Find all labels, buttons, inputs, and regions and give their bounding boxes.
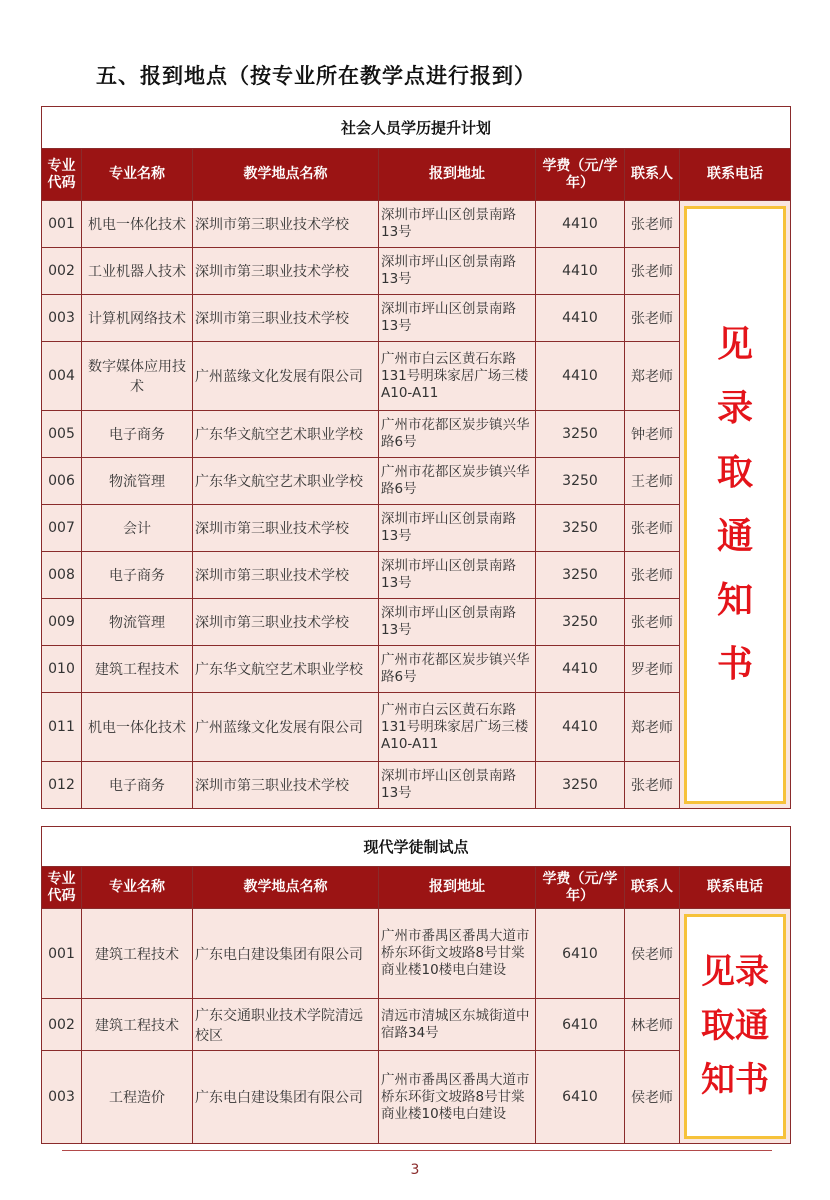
cell-site: 深圳市第三职业技术学校 bbox=[193, 762, 379, 809]
table-row bbox=[42, 295, 791, 342]
header-phone: 联系电话 bbox=[680, 149, 791, 201]
header-code: 专业代码 bbox=[42, 867, 82, 909]
admission-notice-box bbox=[684, 914, 786, 1139]
cell-site: 广州蓝缘文化发展有限公司 bbox=[193, 693, 379, 762]
cell-address: 广州市番禺区番禺大道市桥东环街文坡路8号甘棠商业楼10楼电白建设 bbox=[379, 1051, 536, 1144]
social-education-table bbox=[41, 106, 791, 809]
cell-address: 广州市番禺区番禺大道市桥东环街文坡路8号甘棠商业楼10楼电白建设 bbox=[379, 909, 536, 999]
admission-notice-text: 见录取通知书 bbox=[701, 952, 770, 1100]
cell-contact: 王老师 bbox=[625, 458, 680, 505]
cell-code: 004 bbox=[42, 342, 82, 411]
cell-site: 广东华文航空艺术职业学校 bbox=[193, 646, 379, 693]
cell-major: 机电一体化技术 bbox=[82, 201, 193, 248]
cell-major: 工业机器人技术 bbox=[82, 248, 193, 295]
header-fee: 学费（元/学年） bbox=[536, 867, 625, 909]
header-contact: 联系人 bbox=[625, 149, 680, 201]
table-row bbox=[42, 342, 791, 411]
cell-address: 广州市花都区炭步镇兴华路6号 bbox=[379, 411, 536, 458]
cell-fee: 3250 bbox=[536, 505, 625, 552]
cell-site: 深圳市第三职业技术学校 bbox=[193, 248, 379, 295]
cell-contact: 林老师 bbox=[625, 999, 680, 1051]
cell-code: 003 bbox=[42, 1051, 82, 1144]
admission-notice-text: 见录取通知书 bbox=[717, 323, 754, 685]
header-phone: 联系电话 bbox=[680, 867, 791, 909]
cell-major: 电子商务 bbox=[82, 762, 193, 809]
header-address: 报到地址 bbox=[379, 149, 536, 201]
cell-code: 007 bbox=[42, 505, 82, 552]
cell-site: 广州蓝缘文化发展有限公司 bbox=[193, 342, 379, 411]
cell-fee: 6410 bbox=[536, 909, 625, 999]
footer-divider bbox=[62, 1150, 772, 1151]
cell-code: 012 bbox=[42, 762, 82, 809]
cell-major: 数字媒体应用技术 bbox=[82, 342, 193, 411]
table-row bbox=[42, 762, 791, 809]
cell-fee: 4410 bbox=[536, 342, 625, 411]
table-row bbox=[42, 1051, 791, 1144]
table-row bbox=[42, 411, 791, 458]
cell-fee: 4410 bbox=[536, 201, 625, 248]
cell-contact: 郑老师 bbox=[625, 342, 680, 411]
header-major: 专业名称 bbox=[82, 149, 193, 201]
cell-address: 深圳市坪山区创景南路13号 bbox=[379, 552, 536, 599]
cell-major: 建筑工程技术 bbox=[82, 646, 193, 693]
cell-code: 005 bbox=[42, 411, 82, 458]
cell-fee: 3250 bbox=[536, 458, 625, 505]
cell-fee: 4410 bbox=[536, 646, 625, 693]
cell-phone bbox=[680, 201, 791, 809]
cell-contact: 张老师 bbox=[625, 552, 680, 599]
table-row bbox=[42, 458, 791, 505]
table-row bbox=[42, 599, 791, 646]
header-site: 教学地点名称 bbox=[193, 149, 379, 201]
apprenticeship-table bbox=[41, 826, 791, 1144]
section-heading: 五、报到地点（按专业所在教学点进行报到） bbox=[96, 64, 536, 88]
table-caption: 现代学徒制试点 bbox=[42, 827, 791, 867]
cell-site: 深圳市第三职业技术学校 bbox=[193, 201, 379, 248]
cell-fee: 6410 bbox=[536, 999, 625, 1051]
cell-major: 建筑工程技术 bbox=[82, 909, 193, 999]
table-row bbox=[42, 999, 791, 1051]
cell-address: 广州市白云区黄石东路131号明珠家居广场三楼A10-A11 bbox=[379, 342, 536, 411]
cell-fee: 4410 bbox=[536, 295, 625, 342]
cell-address: 深圳市坪山区创景南路13号 bbox=[379, 505, 536, 552]
cell-site: 广东华文航空艺术职业学校 bbox=[193, 458, 379, 505]
cell-contact: 张老师 bbox=[625, 762, 680, 809]
cell-site: 广东电白建设集团有限公司 bbox=[193, 1051, 379, 1144]
header-contact: 联系人 bbox=[625, 867, 680, 909]
header-major: 专业名称 bbox=[82, 867, 193, 909]
cell-fee: 6410 bbox=[536, 1051, 625, 1144]
cell-major: 物流管理 bbox=[82, 458, 193, 505]
cell-site: 深圳市第三职业技术学校 bbox=[193, 295, 379, 342]
cell-address: 深圳市坪山区创景南路13号 bbox=[379, 762, 536, 809]
cell-code: 002 bbox=[42, 999, 82, 1051]
cell-code: 008 bbox=[42, 552, 82, 599]
cell-fee: 3250 bbox=[536, 599, 625, 646]
cell-code: 002 bbox=[42, 248, 82, 295]
header-code: 专业代码 bbox=[42, 149, 82, 201]
cell-site: 广东华文航空艺术职业学校 bbox=[193, 411, 379, 458]
cell-site: 广东电白建设集团有限公司 bbox=[193, 909, 379, 999]
cell-code: 006 bbox=[42, 458, 82, 505]
cell-address: 深圳市坪山区创景南路13号 bbox=[379, 248, 536, 295]
admission-notice-box bbox=[684, 206, 786, 804]
cell-fee: 4410 bbox=[536, 693, 625, 762]
cell-site: 深圳市第三职业技术学校 bbox=[193, 599, 379, 646]
cell-site: 广东交通职业技术学院清远校区 bbox=[193, 999, 379, 1051]
cell-contact: 罗老师 bbox=[625, 646, 680, 693]
cell-fee: 3250 bbox=[536, 552, 625, 599]
table-header-row bbox=[42, 867, 791, 909]
header-address: 报到地址 bbox=[379, 867, 536, 909]
cell-fee: 3250 bbox=[536, 411, 625, 458]
cell-contact: 张老师 bbox=[625, 599, 680, 646]
cell-address: 广州市白云区黄石东路131号明珠家居广场三楼A10-A11 bbox=[379, 693, 536, 762]
page-number: 3 bbox=[410, 1162, 420, 1178]
cell-address: 广州市花都区炭步镇兴华路6号 bbox=[379, 646, 536, 693]
cell-major: 机电一体化技术 bbox=[82, 693, 193, 762]
table-header-row bbox=[42, 149, 791, 201]
cell-address: 广州市花都区炭步镇兴华路6号 bbox=[379, 458, 536, 505]
cell-contact: 郑老师 bbox=[625, 693, 680, 762]
cell-major: 计算机网络技术 bbox=[82, 295, 193, 342]
header-fee: 学费（元/学年） bbox=[536, 149, 625, 201]
cell-fee: 4410 bbox=[536, 248, 625, 295]
table-row bbox=[42, 248, 791, 295]
cell-contact: 张老师 bbox=[625, 248, 680, 295]
table-caption: 社会人员学历提升计划 bbox=[42, 107, 791, 149]
cell-address: 清远市清城区东城街道中宿路34号 bbox=[379, 999, 536, 1051]
cell-major: 工程造价 bbox=[82, 1051, 193, 1144]
cell-major: 会计 bbox=[82, 505, 193, 552]
cell-code: 003 bbox=[42, 295, 82, 342]
cell-site: 深圳市第三职业技术学校 bbox=[193, 505, 379, 552]
cell-contact: 侯老师 bbox=[625, 909, 680, 999]
cell-code: 011 bbox=[42, 693, 82, 762]
cell-major: 电子商务 bbox=[82, 411, 193, 458]
cell-major: 建筑工程技术 bbox=[82, 999, 193, 1051]
cell-contact: 张老师 bbox=[625, 505, 680, 552]
cell-code: 010 bbox=[42, 646, 82, 693]
table-row bbox=[42, 909, 791, 999]
cell-major: 电子商务 bbox=[82, 552, 193, 599]
cell-address: 深圳市坪山区创景南路13号 bbox=[379, 295, 536, 342]
cell-address: 深圳市坪山区创景南路13号 bbox=[379, 599, 536, 646]
cell-contact: 侯老师 bbox=[625, 1051, 680, 1144]
table-row bbox=[42, 505, 791, 552]
cell-contact: 张老师 bbox=[625, 295, 680, 342]
header-site: 教学地点名称 bbox=[193, 867, 379, 909]
cell-fee: 3250 bbox=[536, 762, 625, 809]
cell-major: 物流管理 bbox=[82, 599, 193, 646]
cell-contact: 张老师 bbox=[625, 201, 680, 248]
cell-code: 001 bbox=[42, 201, 82, 248]
cell-phone bbox=[680, 909, 791, 1144]
cell-code: 009 bbox=[42, 599, 82, 646]
cell-address: 深圳市坪山区创景南路13号 bbox=[379, 201, 536, 248]
table-row bbox=[42, 693, 791, 762]
table-row bbox=[42, 552, 791, 599]
cell-code: 001 bbox=[42, 909, 82, 999]
table-row bbox=[42, 201, 791, 248]
table-row bbox=[42, 646, 791, 693]
cell-contact: 钟老师 bbox=[625, 411, 680, 458]
cell-site: 深圳市第三职业技术学校 bbox=[193, 552, 379, 599]
